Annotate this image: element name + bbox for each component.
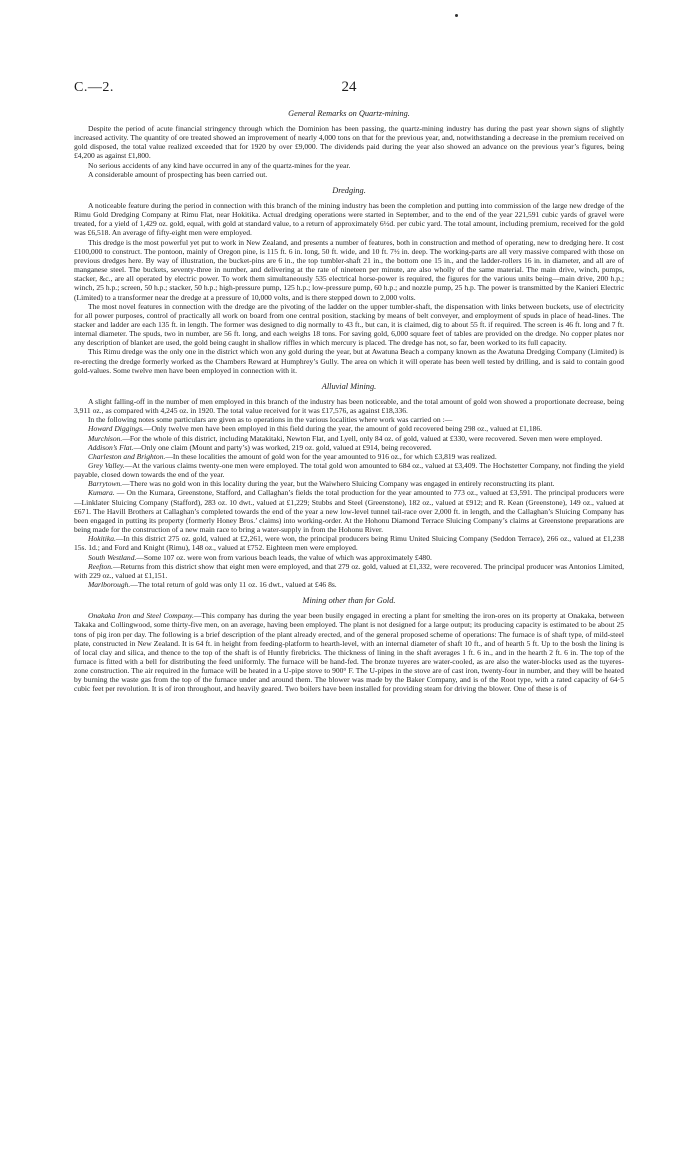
locality-name: Marlborough. <box>88 580 131 590</box>
locality-name: Howard Diggings. <box>88 424 144 434</box>
locality-name: Murchison. <box>88 433 123 443</box>
company-paragraph <box>74 611 624 693</box>
section-heading-other-mining: Mining other than for Gold. <box>302 596 396 606</box>
locality-name: South Westland. <box>88 552 137 562</box>
locality-text: —In these localities the amount of gold won for the year amounted to 916 oz., for which £3,819 was realized. <box>165 451 497 461</box>
locality-paragraph <box>74 479 624 488</box>
locality-paragraph <box>74 488 624 534</box>
locality-text: —The total return of gold was only 11 oz. 16 dwt., valued at £46 8s. <box>130 580 337 590</box>
locality-paragraph <box>74 534 624 552</box>
locality-text: —Only twelve men have been employed in this field during the year, the amount of gold recovered being 298 oz., valued at £1,186. <box>143 424 543 434</box>
paragraph: No serious accidents of any kind have occurred in any of the quartz-mines for the year. <box>88 160 351 170</box>
locality-paragraph <box>74 553 624 562</box>
locality-text: —In this district 275 oz. gold, valued at £2,261, were won, the principal producers being Rimu United Sluicing Company (Seddon Terrace), 266 oz., valued at £1,238 15s. 1d.; and Ford and Knight (Rimu), 148 oz., valued at £752. Eighteen men were employed. <box>74 534 624 553</box>
locality-paragraph <box>74 452 624 461</box>
section-heading-quartz: General Remarks on Quartz-mining. <box>288 109 410 118</box>
locality-paragraph <box>74 434 624 443</box>
page-header <box>74 80 624 102</box>
paragraph: This Rimu dredge was the only one in the district which won any gold during the year, but at Awatuna Beach a company known as the Awatuna Dredging Company (Limited) is re-erecting the dredge formerly worked as the Chambers Reward at Humphrey’s Gully. The area on which it will operate has been well tested by drilling, and is said to contain good gold-values. Some twelve men have been employed in connection with it. <box>74 347 624 375</box>
locality-name: Grey Valley. <box>88 461 125 470</box>
locality-name: Reefton. <box>88 561 113 571</box>
report-reference: C.—2. <box>74 80 114 95</box>
paragraph: Despite the period of acute financial stringency through which the Dominion has been passing, the quartz-mining industry has during the past year shown signs of slightly increased activity. The quantity of ore treated showed an improvement of nearly 4,000 tons on that for the previous year, and, notwithstanding a decrease in the premium received on gold disposed, the total value realized exceeded that for 1920 by over £9,000. The dividends paid during the year also showed an advance on the previous year’s figures, being £4,200 as against £1,800. <box>74 124 624 161</box>
company-text: —This company has during the year been busily engaged in erecting a plant for smelting the iron-ores on its property at Onakaka, between Takaka and Collingwood, some thirty-five men, on an average, having been employed. The plant is not designed for a large output; its producing capacity is estimated to be about 25 tons of pig iron per day. The following is a brief description of the plant already erected, and of the general proposed scheme of operations: The furnace is of shaft type, of mild-steel plate, constructed in New Zealand. It is 64 ft. in height from feeding-platform to hearth-level, with an internal diameter of shaft 10 ft., and of hearth 5 ft. Up to the bosh the lining is of local clay and silica, and thence to the top of the shaft is of Huntly firebricks. The thickness of lining in the shaft averages 1 ft. 6 in., and in the hearth 2 ft. 6 in. The top of the furnace is fitted with a bell for distributing the feed uniformly. The furnace will be hand-fed. The bronze tuyeres are water-cooled, as are also the water-blocks used as the tuyeres-zone construction. The air required in the furnace will be heated in a U-pipe stove to 900° F. The U-pipes in the stove are of cast iron, twenty-four in number, and they will be heated by burning the waste gas from the top of the furnace under and around them. The blower was made by the Baker Company, and is of the Root type, with a rated capacity of 64·5 cubic feet per revolution. It is of iron throughout, and heavily geared. Two boilers have been installed for providing steam for driving the blower. One of these is of <box>74 611 624 694</box>
locality-text: —There was no gold won in this locality during the year, but the Waiwhero Sluicing Company was engaged in entirely reconstructing its plant. <box>122 479 555 489</box>
paragraph: A considerable amount of prospecting has been carried out. <box>88 169 268 179</box>
locality-paragraph <box>74 443 624 452</box>
locality-paragraph <box>74 424 624 433</box>
locality-name: Addison’s Flat. <box>88 442 134 452</box>
locality-text: —Returns from this district show that eight men were employed, and that 279 oz. gold, valued at £1,332, were recovered. The principal producer was Antonios Limited, with 229 oz., valued at £1,151. <box>74 561 624 580</box>
locality-paragraph <box>74 562 624 580</box>
ink-speck <box>455 14 458 17</box>
locality-text: —Only one claim (Mount and party’s) was worked, 219 oz. gold, valued at £914, being recovered. <box>133 442 432 452</box>
locality-paragraph <box>74 580 624 589</box>
locality-paragraph <box>74 461 624 479</box>
page-number: 24 <box>341 79 357 95</box>
paragraph: A noticeable feature during the period in connection with this branch of the mining industry has been the completion and putting into commission of the large new dredge of the Rimu Gold Dredging Company at Rimu Flat, near Hokitika. Actual dredging operations were started in September, and to the end of the year 221,591 cubic yards of gravel were treated, for a yield of 1,429 oz. gold, equal, with gold at standard value, to a return of approximately 6½d. per cubic yard. The total amount, including premium, received for the gold was £6,518. An average of fifty-eight men were employed. <box>74 200 624 238</box>
locality-text: —Some 107 oz. were won from various beach leads, the value of which was approximately £480. <box>136 552 432 562</box>
section-heading-alluvial: Alluvial Mining. <box>321 381 377 391</box>
paragraph: A slight falling-off in the number of men employed in this branch of the industry has been noticeable, and the total amount of gold won showed a proportionate decrease, being 3,911 oz., as compared with 4,245 oz. in 1920. The total value received for it was £17,576, as against £18,336. <box>74 396 624 416</box>
locality-name: Charleston and Brighton. <box>88 451 166 461</box>
paragraph: In the following notes some particulars are given as to operations in the various localities where work was carried on :— <box>88 415 453 425</box>
locality-name: Kumara. <box>88 488 115 498</box>
locality-name: Hokitika. <box>88 534 116 544</box>
company-name: Onakaka Iron and Steel Company. <box>88 611 194 621</box>
section-heading-dredging: Dredging. <box>332 185 366 195</box>
locality-text: — On the Kumara, Greenstone, Stafford, and Callaghan’s fields the total production for the year amounted to 773 oz., valued at £3,591. The principal producers were—Linklater Sluicing Company (Stafford), 283 oz. 10 dwt., valued at £1,229; Stubbs and Steel (Greenstone), 182 oz., valued at £912; and R. Kean (Greenstone), 149 oz., valued at £671. The Havill Brothers at Callaghan’s completed towards the end of the year a new low-level tunnel tail-race over 2,000 ft. in length, and the Callaghan’s Sluicing Company has been engaged in putting its property (formerly Honey Bros.’ claims) into working-order. At the Hohonu Diamond Terrace Sluicing Company’s claims at Greenstone preparations are being made for the construction of a new main race to bring a water-supply in from the Hohonu River. <box>74 488 624 535</box>
paragraph: The most novel features in connection with the dredge are the pivoting of the ladder on the upper tumbler-shaft, the dispensation with links between buckets, use of electricity for all power purposes, control of practically all work on board from one central position, stacking by means of belt conveyer, and employment of spuds in place of head-lines. The stacker and ladder are each 135 ft. in length. The former was designed to dig normally to 43 ft., but can, it is claimed, dig to about 55 ft. if required. The screen is 46 ft. long and 7 ft. internal diameter. The spuds, two in number, are 56 ft. long, and each weighs 18 tons. For saving gold, 6,000 square feet of tables are provided on the dredge. No copper plates nor any description of blanket are used, the gold being caught in shallow riffles in which mercury is placed. The dredge has not, so far, been worked to its full capacity. <box>74 301 624 348</box>
locality-text: —For the whole of this district, including Matakitaki, Newton Flat, and Lyell, only 84 oz. of gold, valued at £330, were recovered. Seven men were employed. <box>122 433 603 443</box>
locality-name: Barrytown. <box>88 479 123 489</box>
paragraph: This dredge is the most powerful yet put to work in New Zealand, and presents a number of features, both in construction and method of operating, new to dredging here. It cost £100,000 to construct. The pontoon, mainly of Oregon pine, is 115 ft. 6 in. long, 50 ft. wide, and 10 ft. 7½ in. deep. The working-parts are all very massive compared with those on previous dredges here. By way of illustration, the bucket-pins are 6 in., the top tumbler-shaft 21 in., the bottom one 15 in., and the ladder-rollers 16 in. in diameter, and all are of manganese steel. The buckets, seventy-three in number, and delivering at the rate of nineteen per minute, are also wholly of the same material. The main drive, winch, pumps, stacker, &c., are all operated by electric power. To work them simultaneously 535 electrical horse-power is required, the figures for the various units being—main drive, 200 h.p.; winch, 25 h.p.; screen, 50 h.p.; stacker, 50 h.p.; high-pressure pump, 125 h.p.; low-pressure pump, 60 h.p.; and nozzle pump, 25 h.p. The power is transmitted by the Kanieri Electric (Limited) to a transformer near the dredge at a pressure of 10,000 volts, and is there stepped down to 2,000 volts. <box>74 237 624 302</box>
page-body <box>74 109 624 694</box>
locality-text: —At the various claims twenty-one men were employed. The total gold won amounted to 684 oz., valued at £3,409. The Hochstetter Company, not finding the yield payable, closed down towards the end of the year. <box>74 461 624 480</box>
